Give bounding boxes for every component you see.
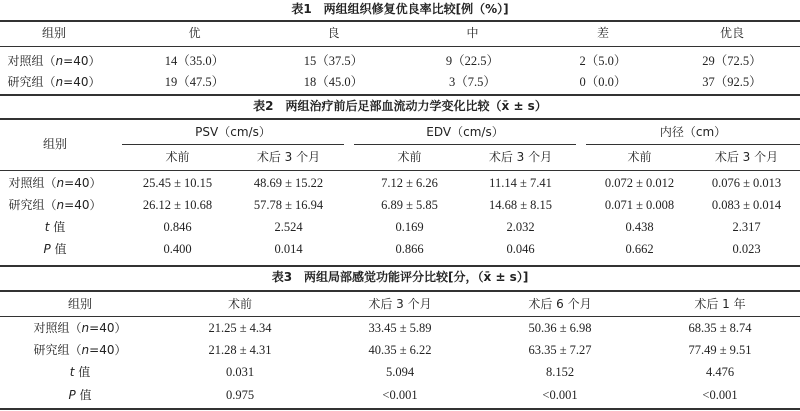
table1-row-control-label: 对照组（n=40）: [7, 54, 101, 68]
table2-cell: 48.69 ± 15.22: [253, 176, 324, 190]
table2-bottom-rule: [0, 265, 800, 267]
table3-cell: 21.28 ± 4.31: [208, 343, 272, 357]
table3-cell: 63.35 ± 7.27: [528, 343, 592, 357]
table3-cell: 50.36 ± 6.98: [528, 321, 592, 335]
table1-cell: 0（0.0）: [579, 75, 627, 89]
table2-cell: 25.45 ± 10.15: [142, 176, 213, 190]
table1-header-poor: 差: [596, 26, 609, 40]
table1-caption: 表1 两组组织修复优良率比较[例（%）]: [291, 2, 509, 16]
table3-cell: <0.001: [702, 388, 738, 402]
table2-subheader: 术后 3 个月: [714, 150, 779, 164]
table1-cell: 9（22.5）: [445, 54, 500, 68]
table3-cell: <0.001: [382, 388, 418, 402]
table1-cell: 37（92.5）: [702, 75, 762, 89]
table1-bottom-rule: [0, 94, 800, 96]
table2-row-label: P 值: [43, 242, 67, 256]
table3-row-label: 研究组（n=40）: [33, 343, 127, 357]
table1-header-good: 良: [327, 26, 340, 40]
table2-row-label: t 值: [44, 220, 66, 234]
table2-cell: 0.072 ± 0.012: [604, 176, 675, 190]
table2-cell: 6.89 ± 5.85: [381, 198, 438, 212]
table2-subheader: 术前: [627, 150, 652, 164]
table2-cell: 14.68 ± 8.15: [488, 198, 553, 212]
table2-cell: 0.046: [506, 242, 535, 256]
table2-cell: 0.169: [395, 220, 424, 234]
table2-cell: 0.438: [625, 220, 654, 234]
table3-header-6m: 术后 6 个月: [528, 297, 592, 311]
table3-header-preop: 术前: [227, 297, 252, 311]
table3-row-label: 对照组（n=40）: [33, 321, 127, 335]
table3-top-rule: [0, 290, 800, 292]
table3-header-group: 组别: [67, 297, 92, 311]
table3-header-3m: 术后 3 个月: [368, 297, 432, 311]
table3-caption: 表3 两组局部感觉功能评分比较[分，（x̄ ± s）]: [271, 270, 529, 284]
table2-caption: 表2 两组治疗前后足部血流动力学变化比较（x̄ ± s）: [253, 99, 547, 113]
table2-header-group: 组别: [42, 137, 67, 151]
table1-cell: 19（47.5）: [164, 75, 225, 89]
table2-subheader: 术后 3 个月: [488, 150, 553, 164]
table1-cell: 2（5.0）: [579, 54, 627, 68]
table2-cell: 0.014: [274, 242, 303, 256]
table2-row-label: 研究组（n=40）: [8, 198, 102, 212]
table3-cell: 77.49 ± 9.51: [688, 343, 752, 357]
table1-cell: 15（37.5）: [303, 54, 364, 68]
table2-cell: 2.032: [506, 220, 535, 234]
table3-cell: 5.094: [385, 365, 415, 379]
table2-subheader: 术前: [397, 150, 422, 164]
table2-cell: 0.076 ± 0.013: [711, 176, 782, 190]
table1-cell: 29（72.5）: [702, 54, 762, 68]
table2-psv-underline: [122, 144, 344, 145]
table2-cell: 2.317: [732, 220, 761, 234]
table2-cell: 2.524: [274, 220, 303, 234]
table2-diameter-underline: [586, 144, 800, 145]
table2-cell: 57.78 ± 16.94: [253, 198, 324, 212]
table1-cell: 3（7.5）: [449, 75, 496, 89]
table1-header-excellent: 优: [188, 26, 201, 40]
table1-header-fair: 中: [466, 26, 479, 40]
table3-header-1y: 术后 1 年: [694, 297, 746, 311]
table1-header-rule: [0, 46, 800, 47]
table2-cell: 0.846: [163, 220, 192, 234]
table1-header-good-rate: 优良: [719, 26, 744, 40]
table2-cell: 0.071 ± 0.008: [604, 198, 675, 212]
table1-row-study-label: 研究组（n=40）: [7, 75, 101, 89]
table3-cell: 33.45 ± 5.89: [368, 321, 432, 335]
table2-subheader: 术后 3 个月: [256, 150, 321, 164]
table2-cell: 11.14 ± 7.41: [489, 176, 552, 190]
table2-subheader: 术前: [165, 150, 190, 164]
table3-cell: <0.001: [542, 388, 578, 402]
table2-cell: 0.866: [395, 242, 424, 256]
table2-cell: 0.023: [732, 242, 761, 256]
table3-cell: 4.476: [705, 365, 735, 379]
table1-cell: 18（45.0）: [303, 75, 364, 89]
table2-cell: 26.12 ± 10.68: [142, 198, 213, 212]
table3-row-label: P 值: [68, 388, 92, 402]
table2-top-rule: [0, 118, 800, 120]
table3-bottom-rule: [0, 408, 800, 410]
table2-cell: 0.083 ± 0.014: [711, 198, 782, 212]
table3-cell: 0.031: [225, 365, 255, 379]
table3-cell: 40.35 ± 6.22: [368, 343, 432, 357]
table3-row-label: t 值: [69, 365, 91, 379]
table3-cell: 0.975: [225, 388, 255, 402]
table2-header-psv: PSV（cm/s）: [195, 125, 271, 139]
table3-cell: 8.152: [545, 365, 575, 379]
table2-header-rule: [0, 170, 800, 171]
table2-cell: 0.662: [625, 242, 654, 256]
table1-cell: 14（35.0）: [164, 54, 225, 68]
table3-header-rule: [0, 316, 800, 317]
table3-cell: 21.25 ± 4.34: [208, 321, 272, 335]
table1-top-rule: [0, 20, 800, 22]
table2-row-label: 对照组（n=40）: [8, 176, 102, 190]
table2-edv-underline: [354, 144, 576, 145]
table3-cell: 68.35 ± 8.74: [688, 321, 752, 335]
table2-cell: 7.12 ± 6.26: [381, 176, 438, 190]
table2-header-diameter: 内径（cm）: [659, 125, 727, 139]
table2-cell: 0.400: [163, 242, 192, 256]
table2-header-edv: EDV（cm/s）: [426, 125, 504, 139]
table1-header-group: 组别: [41, 26, 66, 40]
